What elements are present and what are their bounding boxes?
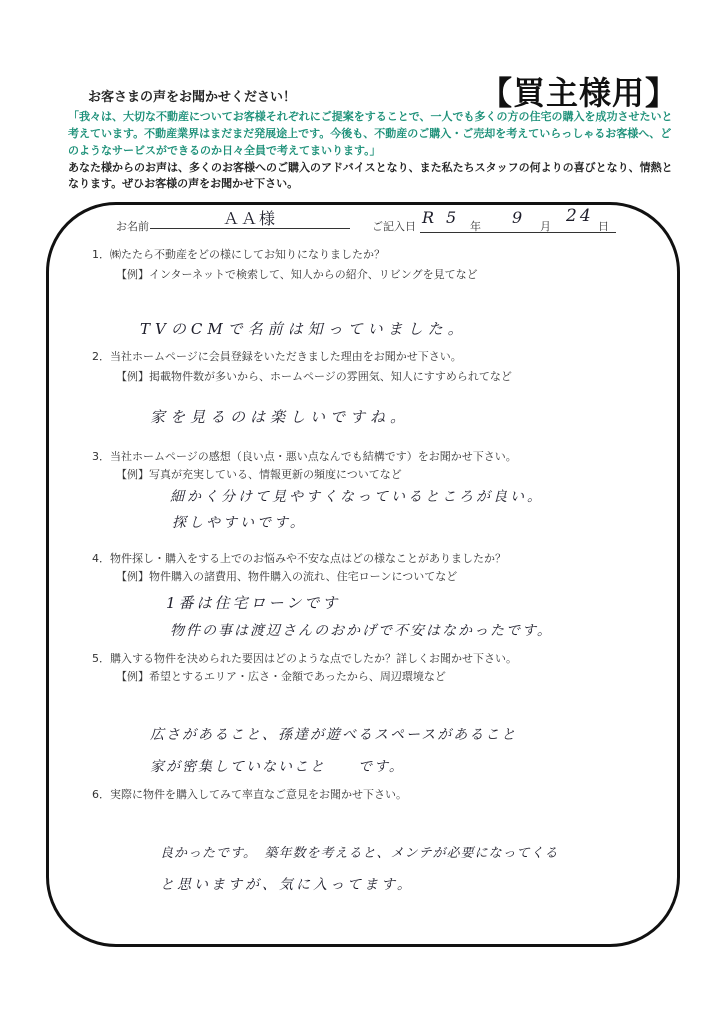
day-value[interactable]: 24 [566,206,594,226]
day-unit: 日 [598,220,609,233]
question-3: 3．当社ホームページの感想（良い点・悪い点なんでも結構です）をお聞かせ下さい。 [92,450,517,463]
answer-2-line-1[interactable]: 家を見るのは楽しいですね。 [150,408,411,426]
example-4: 【例】物件購入の諸費用、物件購入の流れ、住宅ローンについてなど [116,570,458,583]
answer-1-line-1[interactable]: TVのCMで名前は知っていました。 [140,320,468,338]
answer-4-line-2[interactable]: 物件の事は渡辺さんのおかげで不安はなかったです。 [170,623,553,639]
era-value[interactable]: R [422,208,438,227]
example-2: 【例】掲載物件数が多いから、ホームページの雰囲気、知人にすすめられてなど [116,370,512,383]
question-5: 5．購入する物件を決められた要因はどのような点でしたか？詳しくお聞かせ下さい。 [92,652,517,665]
question-4: 4．物件探し・購入をする上でのお悩みや不安な点はどの様なことがありましたか？ [92,552,506,565]
example-1: 【例】インターネットで検索して、知人からの紹介、リビングを見てなど [116,268,478,281]
year-unit: 年 [470,220,481,233]
buyer-tag: 【買主様用】 [479,74,678,112]
year-value[interactable]: 5 [446,208,460,227]
answer-6-line-2[interactable]: と思いますが、気に入ってます。 [160,877,414,893]
answer-5-line-2[interactable]: 家が密集していないこと です。 [150,759,405,775]
page-heading: お客さまの声をお聞かせください！ [88,90,297,105]
answer-6-line-1[interactable]: 良かったです。 築年数を考えると、メンテが必要になってくる [160,846,559,861]
example-5: 【例】希望とするエリア・広さ・金額であったから、周辺環境など [116,670,446,683]
intro-message: 「我々は、大切な不動産についてお客様それぞれにご提案をすることで、一人でも多くの方の住宅の購入を成功させたいと考えています。不動産業界はまだまだ発展途上です。今後も、不動産のご購入・ご売却を考えていらっしゃるお客様へ、どのようなサービスができるのか日々全員で考えてまいります。」 [68,110,673,157]
date-underline [420,232,616,233]
example-3: 【例】写真が充実している、情報更新の頻度についてなど [116,468,402,481]
intro-request: あなた様からのお声は、多くのお客様へのご購入のアドバイスとなり、また私たちスタッフの何よりの喜びとなり、情熱となります。ぜひお客様の声をお聞かせ下さい。 [68,161,673,190]
month-unit: 月 [540,220,551,233]
answer-5-line-1[interactable]: 広さがあること、孫達が遊べるスペースがあること [150,727,518,743]
question-1: 1．㈱たたら不動産をどの様にしてお知りになりましたか？ [92,248,385,261]
name-label: お名前 [116,220,149,233]
question-6: 6．実際に物件を購入してみて率直なご意見をお聞かせ下さい。 [92,788,407,801]
date-label: ご記入日 [372,220,416,233]
name-field[interactable]: ＡＡ様 [150,206,350,229]
answer-3-line-1[interactable]: 細かく分けて見やすくなっているところが良い。 [170,489,544,505]
answer-4-line-1[interactable]: 1番は住宅ローンです [166,594,341,612]
month-value[interactable]: 9 [512,208,526,227]
answer-3-line-2[interactable]: 探しやすいです。 [172,515,307,531]
question-2: 2．当社ホームページに会員登録をいただきました理由をお聞かせ下さい。 [92,350,462,363]
